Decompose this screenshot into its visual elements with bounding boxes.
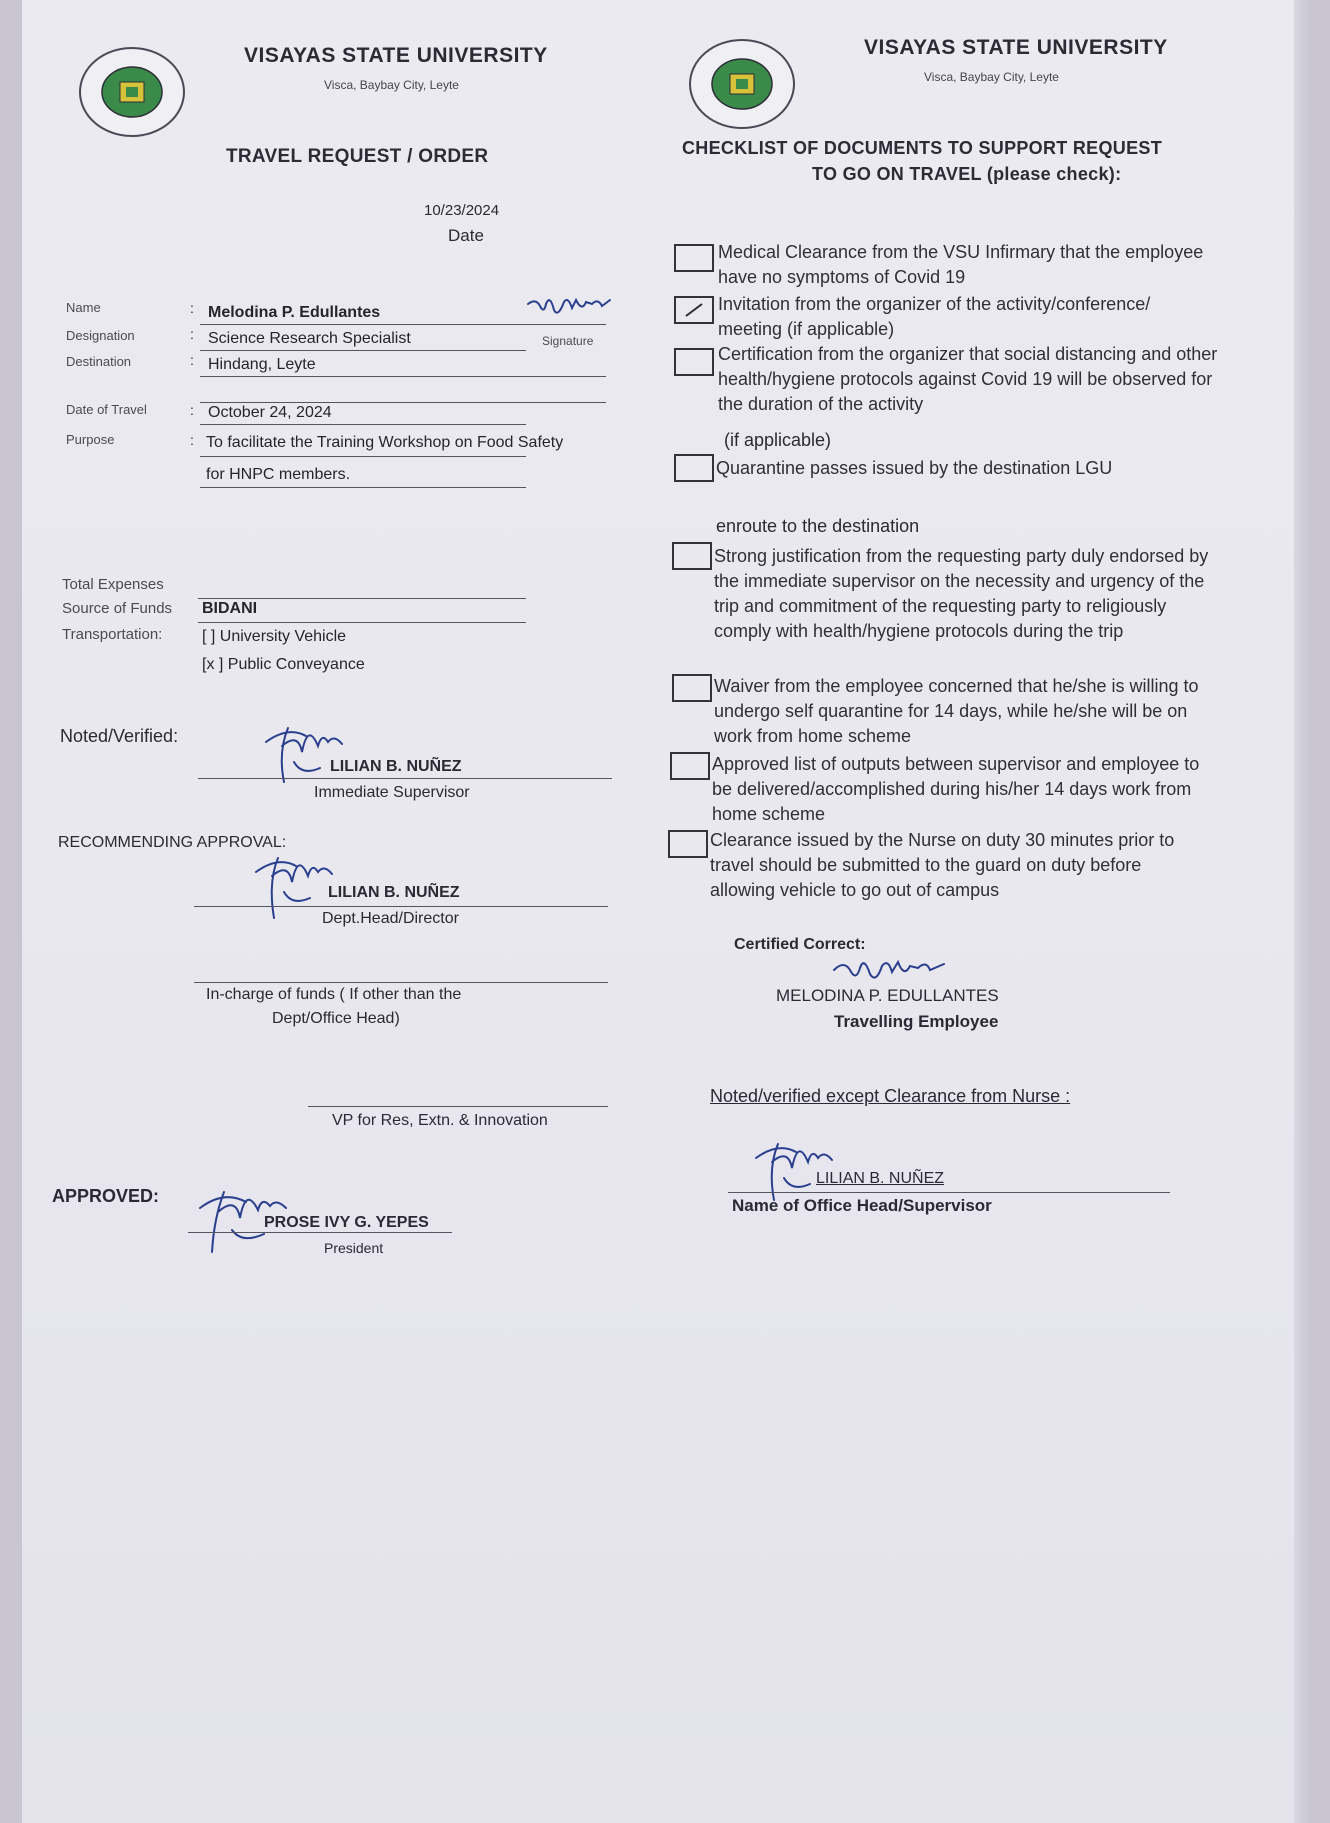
purpose-line-1: To facilitate the Training Workshop on Food Safety [206,434,564,451]
purpose-label: Purpose [66,432,115,447]
university-name-right: VISAYAS STATE UNIVERSITY [864,36,1168,59]
checkbox-medical-clearance[interactable] [674,244,714,272]
president-name: PROSE IVY G. YEPES [264,1214,429,1231]
checkbox-strong-justification[interactable] [672,542,712,570]
noted-supervisor-name: LILIAN B. NUÑEZ [330,758,462,775]
certified-correct-label: Certified Correct: [734,936,866,953]
approved-label: APPROVED: [52,1186,160,1206]
president-signature [190,1168,320,1254]
page-edge-shadow [1294,0,1312,1823]
recommending-role: Dept.Head/Director [322,910,459,927]
in-charge-label-line-2: Dept/Office Head) [272,1010,400,1027]
noted-supervisor-role: Immediate Supervisor [314,784,470,801]
checkbox-quarantine-passes[interactable] [674,454,714,482]
recommending-approval-label: RECOMMENDING APPROVAL: [58,834,287,851]
in-charge-signature-line [194,982,608,983]
university-address-right: Visca, Baybay City, Leyte [924,70,1059,84]
office-head-role: Name of Office Head/Supervisor [732,1196,992,1215]
checklist-item-certification-note: (if applicable) [724,430,832,450]
travel-request-title: TRAVEL REQUEST / ORDER [226,146,489,167]
purpose-underline-1 [200,456,526,457]
university-seal-right [688,38,796,130]
supervisor-signature-1 [258,712,368,788]
colon: : [190,300,194,316]
checkbox-nurse-clearance[interactable] [668,830,708,858]
checklist-item-strong-justification: Strong justification from the requesting party duly endorsed by the immediate supervisor on the necessity and urgency of the trip and commitment of the requesting party to religiously comply with health/hygiene protocols during the trip [714,546,1209,641]
designation-value: Science Research Specialist [208,330,411,347]
request-date-value: 10/23/2024 [424,202,500,219]
name-label: Name [66,300,101,315]
recommending-signature-line [194,906,608,907]
certified-employee-name: MELODINA P. EDULLANTES [776,986,999,1005]
recommending-name: LILIAN B. NUÑEZ [328,884,460,901]
university-seal-left [78,46,186,138]
date-of-travel-value: October 24, 2024 [208,404,332,421]
signature-label: Signature [542,334,594,348]
vp-signature-line [308,1106,608,1107]
source-of-funds-label: Source of Funds [62,600,173,617]
checkmark-icon [676,298,712,322]
in-charge-label-line-1: In-charge of funds ( If other than the [206,986,462,1003]
transport-option-university-vehicle: [ ] University Vehicle [202,628,347,645]
checkbox-approved-outputs[interactable] [670,752,710,780]
name-underline [200,324,606,325]
source-of-funds-underline [198,622,526,623]
source-of-funds-value: BIDANI [202,600,258,617]
total-expenses-label: Total Expenses [62,576,164,593]
noted-signature-line [198,778,612,779]
name-value: Melodina P. Edullantes [208,304,381,321]
checklist-item-nurse-clearance: Clearance issued by the Nurse on duty 30 minutes prior to travel should be submitted to the guard on duty before allowing vehicle to go out of campus [710,830,1175,900]
checklist-item-certification: Certification from the organizer that social distancing and other health/hygiene protocols against Covid 19 will be observed for the duration of the activity [718,344,1218,414]
designation-label: Designation [66,328,135,343]
checklist-item-invitation: Invitation from the organizer of the activity/conference/ meeting (if applicable) [718,294,1151,339]
checkbox-certification[interactable] [674,348,714,376]
purpose-line-2: for HNPC members. [206,466,351,483]
employee-signature-2 [830,956,950,990]
certified-employee-role: Travelling Employee [834,1012,999,1031]
total-expenses-underline [198,598,526,599]
request-date-label: Date [448,226,484,245]
university-name-left: VISAYAS STATE UNIVERSITY [244,44,548,67]
checklist-title-line-1: CHECKLIST OF DOCUMENTS TO SUPPORT REQUEST [682,138,1162,158]
president-role: President [324,1240,384,1256]
approved-signature-line [188,1232,452,1233]
checklist-title-line-2: TO GO ON TRAVEL (please check): [812,164,1122,184]
checklist-item-medical-clearance: Medical Clearance from the VSU Infirmary that the employee have no symptoms of Covid 19 [718,242,1204,287]
transport-option-public-conveyance: [x ] Public Conveyance [202,656,365,673]
document-page [22,0,1312,1823]
checklist-item-quarantine-passes: Quarantine passes issued by the destination LGU [716,458,1113,478]
checklist-item-waiver: Waiver from the employee concerned that he/she is willing to undergo self quarantine for 14 days, while he/she will be on work from home scheme [714,676,1199,746]
destination-underline-2 [200,402,606,403]
checkbox-invitation[interactable] [674,296,714,324]
checklist-item-quarantine-note: enroute to the destination [716,516,920,536]
vp-role: VP for Res, Extn. & Innovation [332,1112,548,1129]
colon: : [190,432,194,448]
employee-signature [526,296,612,324]
noted-except-nurse-label: Noted/verified except Clearance from Nurse : [710,1086,1071,1106]
university-address-left: Visca, Baybay City, Leyte [324,78,459,92]
colon: : [190,402,194,418]
destination-underline [200,376,606,377]
date-of-travel-underline [200,424,526,425]
date-of-travel-label: Date of Travel [66,402,147,417]
office-head-signature-line [728,1192,1170,1193]
purpose-underline-2 [200,487,526,488]
colon: : [190,352,194,368]
noted-verified-label: Noted/Verified: [60,726,179,746]
checklist-item-approved-outputs: Approved list of outputs between supervisor and employee to be delivered/accomplished during his/her 14 days work from home scheme [712,754,1200,824]
transportation-label: Transportation: [62,626,163,643]
colon: : [190,326,194,342]
destination-label: Destination [66,354,132,369]
office-head-name: LILIAN B. NUÑEZ [816,1170,945,1187]
designation-underline [200,350,526,351]
destination-value: Hindang, Leyte [208,356,316,373]
checkbox-waiver[interactable] [672,674,712,702]
